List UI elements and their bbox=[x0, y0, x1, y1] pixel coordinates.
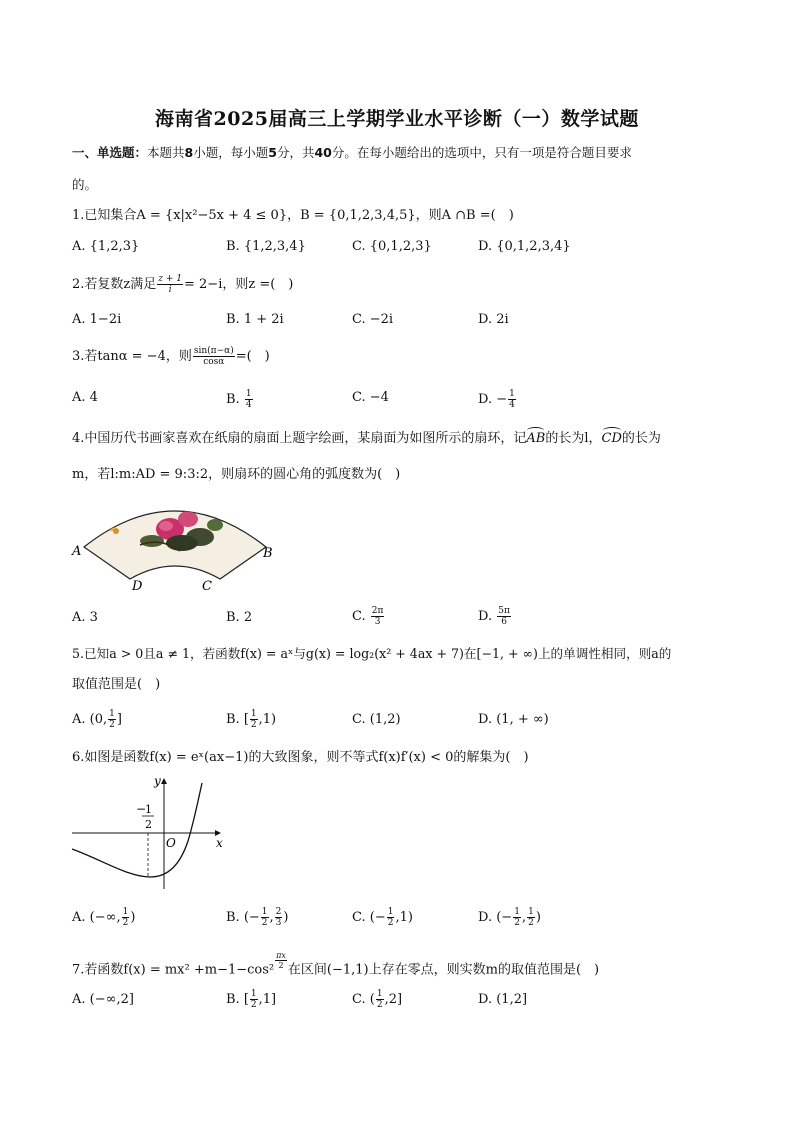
q4-option-c-label: C. bbox=[352, 609, 366, 624]
q6-optb-b-den: 3 bbox=[275, 918, 282, 928]
q6-option-c-frac bbox=[387, 907, 395, 928]
q6-option-a[interactable] bbox=[72, 907, 135, 928]
q4-option-a[interactable]: A. 3 bbox=[72, 610, 98, 625]
q7-option-b-label: B. [ bbox=[226, 992, 249, 1007]
q2-option-b[interactable]: B. 1 + 2i bbox=[226, 312, 284, 327]
q2-frac-num: z + 1 bbox=[158, 274, 182, 284]
question-1-stem: 1.已知集合A = {x|x²−5x + 4 ≤ 0}，B = {0,1,2,3,4,5}，则A ∩B =( ) bbox=[72, 208, 514, 223]
q6-optc-num: 1 bbox=[387, 907, 394, 917]
q6-optb-a-num: 1 bbox=[261, 907, 268, 917]
fan-label-d: D bbox=[132, 579, 143, 594]
q5-opta-den: 2 bbox=[109, 720, 115, 730]
q7-option-a[interactable]: A. (−∞,2] bbox=[72, 992, 134, 1007]
function-graph-figure bbox=[70, 773, 230, 893]
q4-line1-c: 的长为 bbox=[621, 431, 661, 446]
q4-optd-den: 6 bbox=[501, 617, 507, 627]
q6-optb-tail: ) bbox=[283, 910, 289, 925]
section-lead: 一、单选题： bbox=[72, 145, 148, 160]
q3-frac-num: sin(π−α) bbox=[193, 346, 234, 356]
q3-suffix: =( ) bbox=[235, 349, 270, 364]
q4-arc-ab: AB bbox=[526, 431, 546, 446]
graph-label-origin: O bbox=[166, 836, 176, 850]
q6-optc-tail: ,1) bbox=[395, 910, 413, 925]
q3-optd-den: 4 bbox=[509, 400, 515, 410]
q7-optc-den: 2 bbox=[376, 1000, 383, 1010]
q6-option-b[interactable]: B. (− $\frac{1}{2}$ , $\frac{2}{3}$ ) bbox=[226, 907, 289, 928]
q3-option-b-label: B. bbox=[226, 392, 240, 407]
q5-opta-num: 1 bbox=[109, 709, 115, 719]
section-text-a: 本题共 bbox=[147, 145, 185, 160]
question-2-stem bbox=[72, 274, 293, 295]
fan-figure bbox=[70, 495, 280, 595]
question-4-stem-line2: m，若l:m:AD = 9:3:2，则扇环的圆心角的弧度数为( ) bbox=[72, 467, 401, 482]
q1-option-c[interactable]: C. {0,1,2,3} bbox=[352, 239, 432, 254]
q2-prefix: 2.若复数z满足 bbox=[72, 277, 157, 292]
q2-option-a[interactable]: A. 1−2i bbox=[72, 312, 122, 327]
q4-option-d-frac bbox=[497, 606, 511, 627]
q6-option-d-label: D. (− bbox=[478, 910, 513, 925]
q2-option-c[interactable]: C. −2i bbox=[352, 312, 394, 327]
graph-label-minus: − bbox=[136, 802, 147, 816]
q7-optb-num: 1 bbox=[250, 989, 257, 999]
q7-optc-num: 1 bbox=[376, 989, 383, 999]
q7-optb-tail: ,1] bbox=[258, 992, 277, 1007]
q6-opta-den: 2 bbox=[122, 918, 129, 928]
q5-optb-tail: ,1) bbox=[258, 712, 277, 727]
q5-option-c[interactable]: C. (1,2) bbox=[352, 712, 401, 727]
q5-option-a-label: A. (0, bbox=[72, 712, 108, 727]
q3-option-b-frac bbox=[245, 389, 253, 410]
question-6-stem: 6.如图是函数f(x) = eˣ(ax−1)的大致图象，则不等式f(x)f′(x) < 0的解集为( ) bbox=[72, 750, 529, 765]
q7-option-c-frac bbox=[376, 989, 384, 1010]
q7-option-c-label: C. ( bbox=[352, 992, 375, 1007]
q4-optc-den: 3 bbox=[374, 617, 381, 627]
q7-option-b-frac bbox=[250, 989, 258, 1010]
question-5-stem-line2: 取值范围是( ) bbox=[72, 677, 161, 692]
q5-option-a-frac bbox=[108, 709, 116, 730]
q4-optd-num: 5π bbox=[498, 606, 510, 616]
q6-option-a-frac bbox=[122, 907, 130, 928]
q1-option-d[interactable]: D. {0,1,2,3,4} bbox=[478, 239, 571, 254]
q6-optd-b-num: 1 bbox=[528, 907, 534, 917]
q6-option-c[interactable] bbox=[352, 907, 413, 928]
q7-option-d[interactable]: D. (1,2] bbox=[478, 992, 528, 1007]
q5-opta-tail: ] bbox=[116, 712, 122, 727]
q7-option-b[interactable] bbox=[226, 989, 276, 1010]
q3-option-d-label: D. − bbox=[478, 392, 508, 407]
q2-option-d[interactable]: D. 2i bbox=[478, 312, 509, 327]
q2-fraction bbox=[157, 274, 183, 295]
fan-label-b: B bbox=[263, 546, 273, 561]
section-text-b: 小题，每小题 bbox=[193, 145, 269, 160]
question-3-stem bbox=[72, 346, 270, 367]
q4-option-d[interactable] bbox=[478, 606, 512, 627]
q6-option-a-label: A. (−∞, bbox=[72, 910, 121, 925]
q5-option-b[interactable] bbox=[226, 709, 276, 730]
section-points-each: 5 bbox=[268, 145, 277, 160]
section-text-c: 分，共 bbox=[276, 145, 315, 160]
q4-option-b[interactable]: B. 2 bbox=[226, 610, 253, 625]
q3-optb-den: 4 bbox=[245, 400, 252, 410]
graph-label-num: 1 bbox=[145, 803, 152, 816]
q3-fraction bbox=[193, 346, 235, 367]
section-count: 8 bbox=[184, 145, 194, 160]
q2-frac-den: i bbox=[168, 285, 172, 295]
q7-sup-den: 2 bbox=[278, 961, 284, 970]
q3-option-a[interactable]: A. 4 bbox=[72, 390, 98, 405]
q6-optd-b-den: 2 bbox=[528, 918, 534, 928]
question-4-stem-line1 bbox=[72, 430, 661, 448]
q4-line1-a: 4.中国历代书画家喜欢在纸扇的扇面上题字绘画，某扇面为如图所示的扇环，记 bbox=[72, 431, 527, 446]
q1-option-a[interactable]: A. {1,2,3} bbox=[72, 239, 140, 254]
q6-option-d-frac2 bbox=[527, 907, 535, 928]
q6-optc-den: 2 bbox=[387, 918, 394, 928]
q3-optb-num: 1 bbox=[245, 389, 252, 399]
q4-option-c-frac bbox=[371, 606, 385, 627]
q3-option-b[interactable] bbox=[226, 389, 254, 410]
q3-prefix: 3.若tanα = −4，则 bbox=[72, 349, 192, 364]
q7-sup-num: πx bbox=[276, 951, 286, 960]
question-5-stem-line1: 5.已知a > 0且a ≠ 1，若函数f(x) = aˣ与g(x) = log₂(x² + 4ax + 7)在[−1, + ∞)上的单调性相同，则a的 bbox=[72, 646, 672, 661]
q3-optd-num: 1 bbox=[509, 389, 515, 399]
q4-option-d-label: D. bbox=[478, 609, 493, 624]
q6-option-b-label: B. (− bbox=[226, 910, 260, 925]
q4-option-c[interactable] bbox=[352, 606, 385, 627]
graph-curve bbox=[72, 783, 202, 877]
q5-option-a[interactable] bbox=[72, 709, 122, 730]
q6-optb-b-num: 2 bbox=[275, 907, 282, 917]
q5-option-b-frac bbox=[250, 709, 258, 730]
q5-option-d[interactable]: D. (1, + ∞) bbox=[478, 712, 549, 727]
q5-optb-num: 1 bbox=[250, 709, 257, 719]
q4-line1-b: 的长为l， bbox=[545, 431, 602, 446]
q6-opta-tail: ) bbox=[130, 910, 136, 925]
q6-option-d-frac1 bbox=[513, 907, 521, 928]
q6-optd-tail: ) bbox=[535, 910, 541, 925]
section-points-total: 40 bbox=[314, 145, 332, 160]
section-text-d: 分。在每小题给出的选项中，只有一项是符合题目要求 bbox=[331, 145, 632, 160]
q6-option-c-label: C. (− bbox=[352, 910, 386, 925]
q2-suffix: = 2−i，则z =( ) bbox=[184, 277, 294, 292]
question-7-stem bbox=[72, 951, 599, 979]
q3-option-c[interactable]: C. −4 bbox=[352, 390, 389, 405]
q4-optc-num: 2π bbox=[371, 606, 384, 616]
graph-label-den: 2 bbox=[145, 818, 152, 831]
q7-optc-tail: ,2] bbox=[384, 992, 403, 1007]
q7-optb-den: 2 bbox=[250, 1000, 257, 1010]
q5-option-b-label: B. [ bbox=[226, 712, 249, 727]
page-title: 海南省2025届高三上学期学业水平诊断（一）数学试题 bbox=[155, 108, 639, 130]
q7-suffix: 在区间(−1,1)上存在零点，则实数m的取值范围是( ) bbox=[287, 962, 600, 978]
q6-option-b-frac2 bbox=[275, 907, 283, 928]
q7-prefix: 7.若函数f(x) = mx² +m−1−cos² bbox=[72, 962, 275, 978]
q6-optd-a-den: 2 bbox=[514, 918, 520, 928]
section-header bbox=[72, 144, 632, 162]
graph-label-y: y bbox=[154, 774, 161, 788]
q7-superscript-frac bbox=[275, 951, 287, 970]
q3-frac-den: cosα bbox=[203, 357, 225, 367]
q6-option-b-frac1 bbox=[261, 907, 269, 928]
q6-option-d[interactable]: D. (− $\frac{1}{2}$ , $\frac{1}{2}$ ) bbox=[478, 907, 541, 928]
section-header-cont: 的。 bbox=[72, 177, 98, 192]
q3-option-d-frac bbox=[508, 389, 516, 410]
q6-opta-num: 1 bbox=[122, 907, 129, 917]
q7-option-c[interactable] bbox=[352, 989, 402, 1010]
q5-optb-den: 2 bbox=[250, 720, 257, 730]
graph-label-x: x bbox=[216, 836, 223, 850]
q6-optb-a-den: 2 bbox=[261, 918, 268, 928]
fan-label-a: A bbox=[72, 544, 82, 559]
fan-label-c: C bbox=[202, 579, 212, 594]
q4-arc-cd: CD bbox=[601, 431, 622, 446]
q3-option-d[interactable] bbox=[478, 389, 517, 410]
q6-optd-a-num: 1 bbox=[514, 907, 520, 917]
q1-option-b[interactable]: B. {1,2,3,4} bbox=[226, 239, 306, 254]
